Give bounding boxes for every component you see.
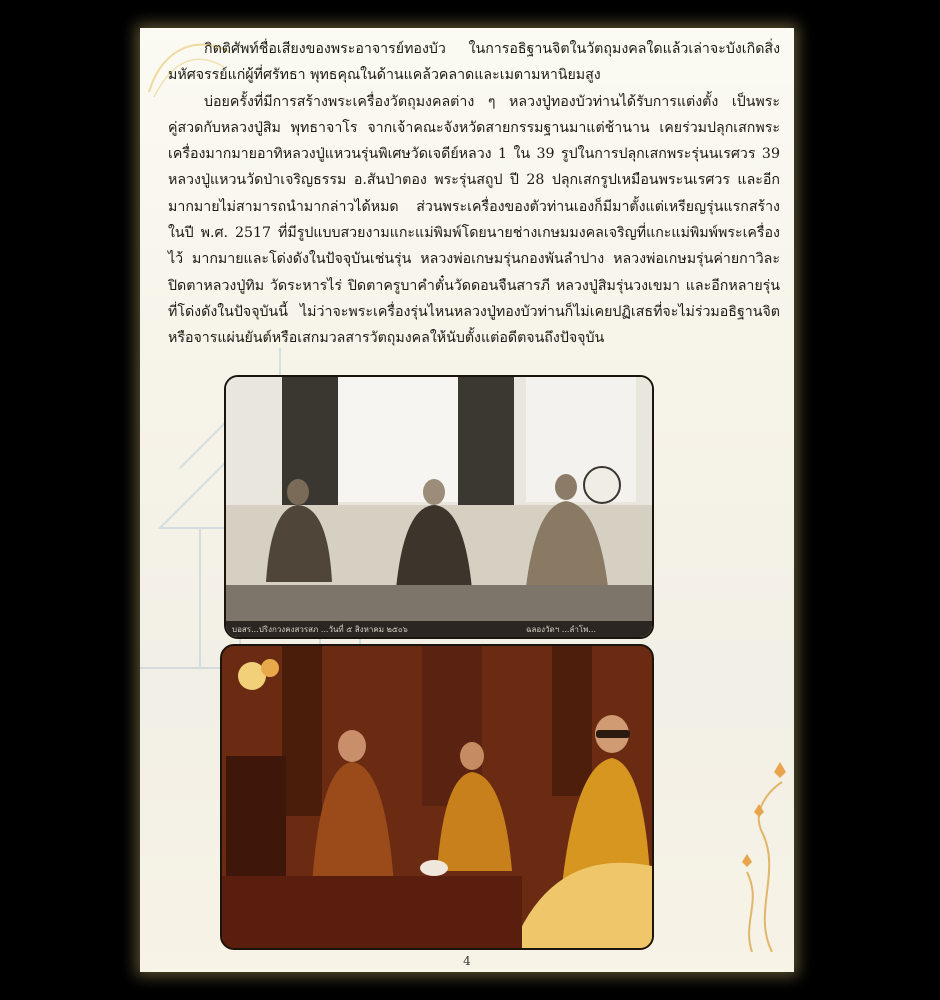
document-page: [140, 28, 794, 972]
photo-three-monks: [224, 375, 654, 639]
photo-ceremony: [220, 644, 654, 950]
photo1-caption-left: บอสร...ปริงกวงคงสวรสภ ...วันที่ ๕ สิงหาคม ๒๕๐๖: [232, 625, 408, 634]
floral-decoration: [712, 752, 792, 952]
article-text: [168, 36, 780, 352]
page-number: 4: [463, 954, 471, 968]
paragraph-2: บ่อยครั้งที่มีการสร้างพระเครื่องวัตถุมงคลต่าง ๆ หลวงปู่ทองบัวท่านได้รับการแต่งตั้ง เป็นพระคู่สวดกับหลวงปู่สิม พุทธาจาโร จากเจ้าคณะจังหวัดสายกรรมฐานมาแต่ช้านาน เคยร่วมปลุกเสกพระเครื่องมากมายอาทิหลวงปู่แหวนรุ่นพิเศษวัดเจดีย์หลวง 1 ใน 39 รูปในการปลุกเสกพระรุ่นนเรศวร 39 หลวงปู่แหวนวัดป่าเจริญธรรม อ.สันป่าตอง พระรุ่นสถูป ปี 28 ปลุกเสกรูปเหมือนพระนเรศวร และอีกมากมายไม่สามารถนำมากล่าวได้หมด ส่วนพระเครื่องของตัวท่านเองก็มีมาตั้งแต่เหรียญรุ่นแรกสร้างในปี พ.ศ. 2517 ที่มีรูปแบบสวยงามแกะแม่พิมพ์โดยนายช่างเกษมมงคลเจริญที่แกะแม่พิมพ์พระเครื่องไว้ มากมายและโด่งดังในปัจจุบันเช่นรุ่น หลวงพ่อเกษมรุ่นกองพันลำปาง หลวงพ่อเกษมรุ่นค่ายกาวิละปิดตาหลวงปู่ทิม วัดระหารไร่ ปิดตาครูบาคำตั๋นวัดดอนจืนสารภี หลวงปู่สิมรุ่นวงเขมา และอีกหลายรุ่นที่โด่งดังในปัจจุบันนี้ ไม่ว่าจะพระเครื่องรุ่นไหนหลวงปู่ทองบัวท่านก็ไม่เคยปฏิเสธที่จะไม่ร่วมอธิฐานจิตหรือจารแผ่นยันต์หรือเสกมวลสารวัตถุมงคลให้นับตั้งแต่อดีตจนถึงปัจจุบัน: [168, 93, 780, 347]
photo-three-monks-image: [226, 377, 652, 637]
paragraph-1: กิตติศัพท์ชื่อเสียงของพระอาจารย์ทองบัว ในการอธิฐานจิตในวัตถุมงคลใดแล้วเล่าจะบังเกิดสิ่งมหัศจรรย์แก่ผู้ที่ศรัทธา พุทธคุณในด้านแคล้วคลาดและเมตามหานิยมสูง: [168, 41, 780, 84]
photo-ceremony-image: [222, 646, 652, 948]
photo1-caption-right: ฉลองวัดฯ ...ลำโพ...: [526, 625, 597, 634]
